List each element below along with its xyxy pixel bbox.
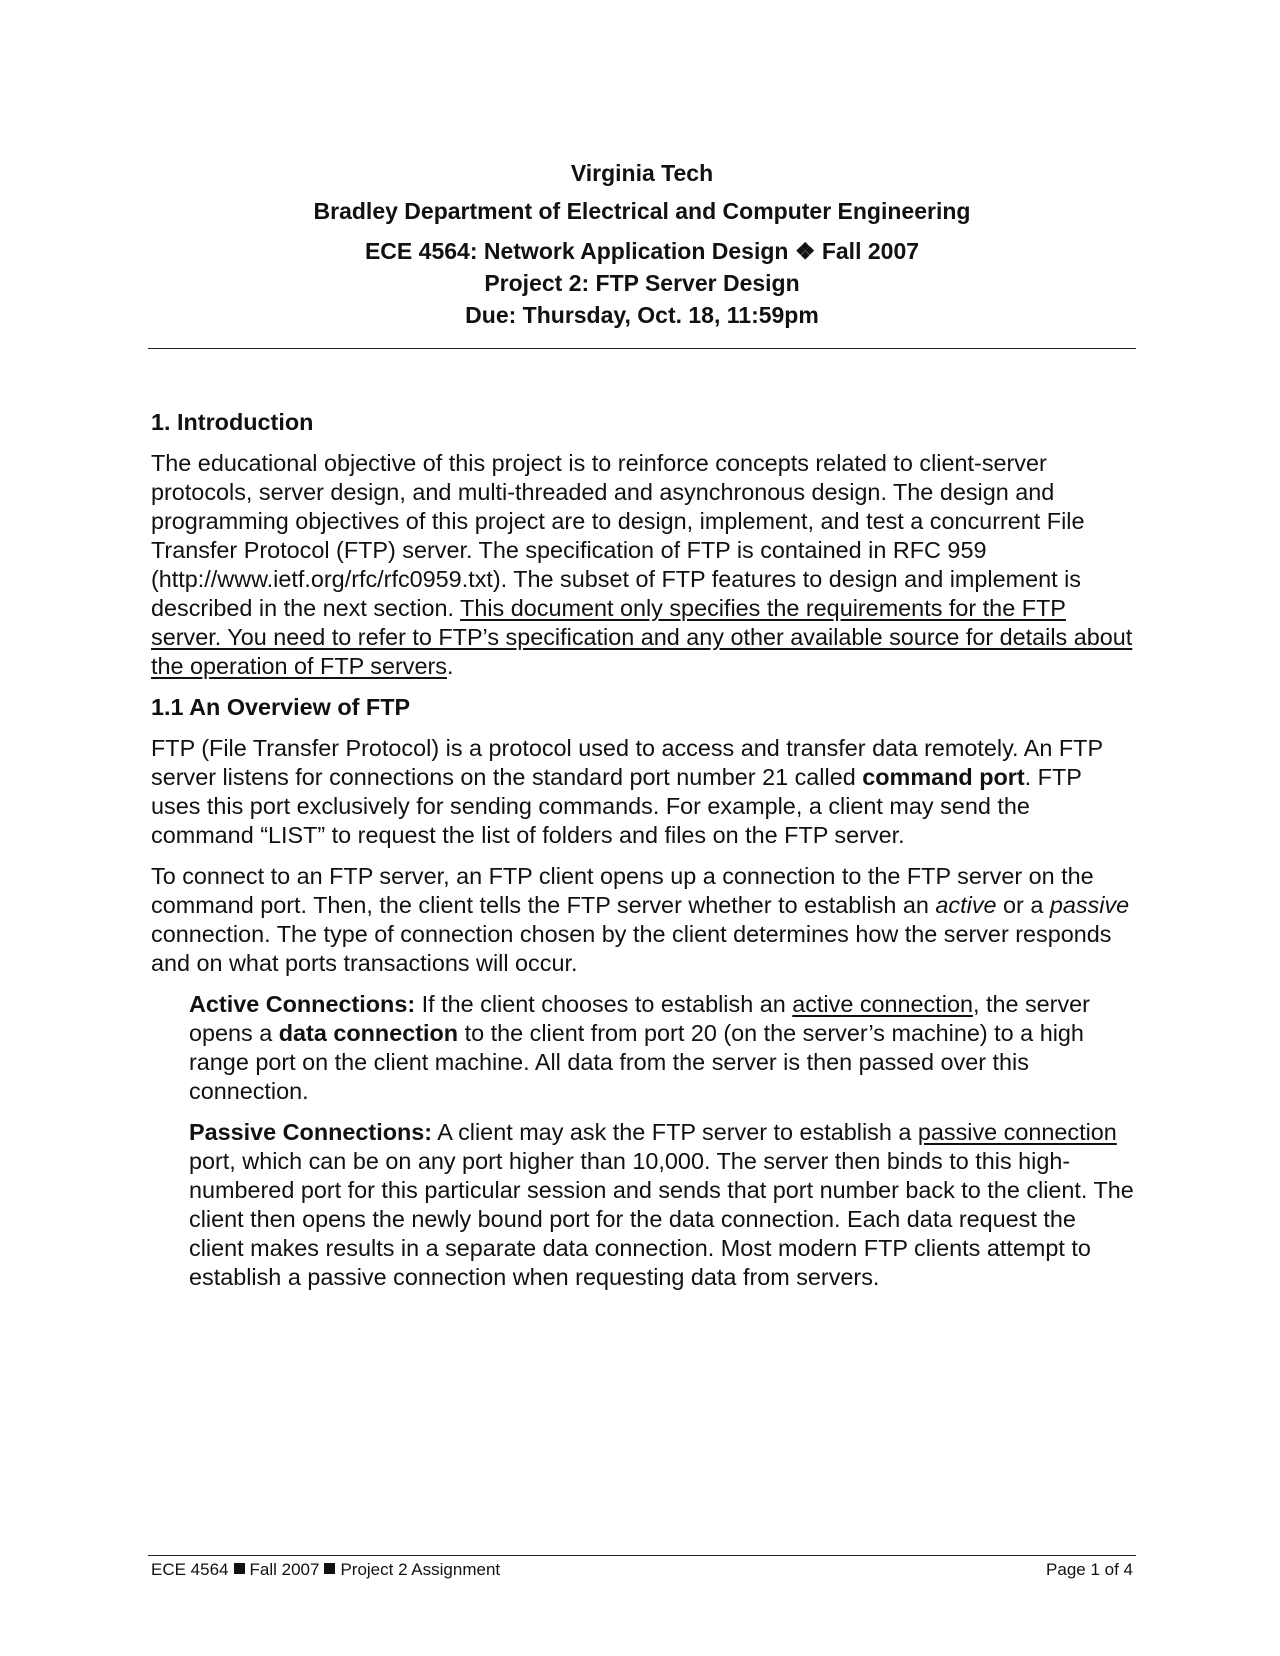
passive-connections-label: Passive Connections:: [189, 1119, 433, 1145]
department-name: Bradley Department of Electrical and Computer Engineering: [313, 198, 971, 224]
square-bullet-icon: [234, 1563, 245, 1574]
passive-connections-paragraph: Passive Connections: A client may ask the FTP server to establish a passive connection port, which can be on any port higher than 10,000. The server then binds to this high-numbered port for this particular session and sends that port number back to the client. The client then opens the newly bound port for the data connection. Each data request the client makes results in a separate data connection. Most modern FTP clients attempt to establish a passive connection when requesting data from servers.: [189, 1119, 1134, 1290]
command-port-term: command port: [862, 764, 1025, 790]
page-footer: [151, 1560, 1133, 1580]
footer-left: ECE 4564 Fall 2007 Project 2 Assignment: [151, 1560, 501, 1579]
course-title: ECE 4564: Network Application Design: [364, 238, 789, 264]
section-heading-overview: 1.1 An Overview of FTP: [151, 694, 411, 720]
overview-paragraph-2: To connect to an FTP server, an FTP client opens up a connection to the FTP server on the command port. Then, the client tells the FTP server whether to establish an active or a passive connection. The type of connection chosen by the client determines how the server responds and on what ports transactions will occur.: [151, 863, 1130, 976]
section-heading-introduction: 1. Introduction: [151, 409, 314, 435]
requirements-note: This document only specifies the requirements for the FTP server. You need to refer to FTP’s specification and any other available source for details about the operation of FTP servers: [151, 595, 1133, 679]
project-title: Project 2: FTP Server Design: [484, 270, 800, 296]
university-name: Virginia Tech: [570, 160, 714, 186]
header-divider: [148, 348, 1136, 349]
course-term: Fall 2007: [821, 238, 920, 264]
document-body: [151, 408, 1136, 1304]
active-connections-label: Active Connections:: [189, 991, 416, 1017]
course-line: [148, 238, 1136, 265]
diamond-icon: ❖: [794, 238, 816, 264]
intro-paragraph: The educational objective of this project is to reinforce concepts related to client-server protocols, server design, and multi-threaded and asynchronous design. The design and programming objectives of this project are to design, implement, and test a concurrent File Transfer Protocol (FTP) server. The specification of FTP is contained in RFC 959 (http://www.ietf.org/rfc/rfc0959.txt). The subset of FTP features to design and implement is described in the next section. This document only specifies the requirements for the FTP server. You need to refer to FTP’s specification and any other available source for details about the operation of FTP servers.: [151, 450, 1133, 679]
footer-divider: [148, 1555, 1136, 1556]
square-bullet-icon: [324, 1563, 335, 1574]
due-date: Due: Thursday, Oct. 18, 11:59pm: [465, 302, 819, 328]
active-connections-paragraph: Active Connections: If the client chooses to establish an active connection, the server opens a data connection to the client from port 20 (on the server’s machine) to a high range port on the client machine. All data from the server is then passed over this connection.: [189, 991, 1090, 1104]
overview-paragraph-1: FTP (File Transfer Protocol) is a protocol used to access and transfer data remotely. An FTP server listens for connections on the standard port number 21 called command port. FTP uses this port exclusively for sending commands. For example, a client may send the command “LIST” to request the list of folders and files on the FTP server.: [151, 735, 1103, 848]
page-number: Page 1 of 4: [1046, 1560, 1133, 1579]
